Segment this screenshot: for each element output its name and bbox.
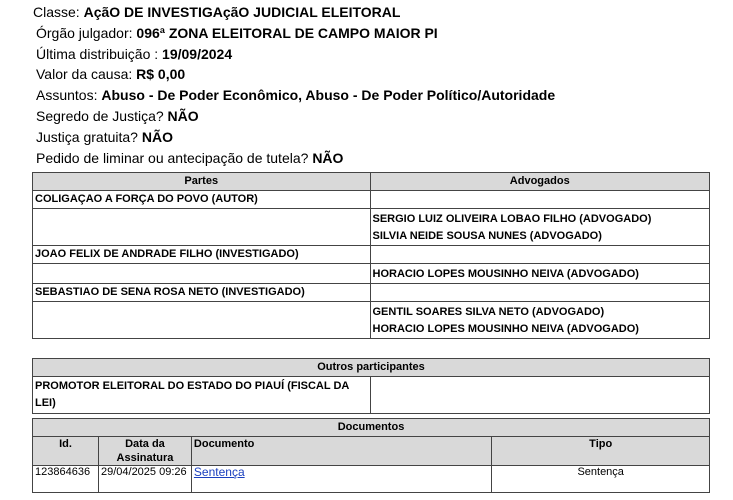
table-row xyxy=(33,466,710,493)
parte-cell: SEBASTIAO DE SENA ROSA NETO (INVESTIGADO) xyxy=(33,284,371,302)
documentos-table xyxy=(32,418,710,493)
table-row xyxy=(33,302,710,339)
doc-tipo: Sentença xyxy=(492,466,710,493)
segredo-line: Segredo de Justiça? NÃO xyxy=(36,107,199,124)
partes-header: Partes xyxy=(33,173,371,191)
table-row xyxy=(33,264,710,284)
col-documento-header: Documento xyxy=(191,437,491,466)
participante-cell: PROMOTOR ELEITORAL DO ESTADO DO PIAUÍ (FISCAL DA LEI) xyxy=(33,377,371,414)
valor-line: Valor da causa: R$ 0,00 xyxy=(36,66,186,83)
advogados-cell: GENTIL SOARES SILVA NETO (ADVOGADO) HORACIO LOPES MOUSINHO NEIVA (ADVOGADO) xyxy=(370,302,710,339)
liminar-value: NÃO xyxy=(312,149,344,166)
col-id-header: Id. xyxy=(33,437,99,466)
segredo-value: NÃO xyxy=(167,107,199,124)
orgao-line: Órgão julgador: 096ª ZONA ELEITORAL DE CAMPO MAIOR PI xyxy=(36,24,438,41)
outros-header: Outros participantes xyxy=(33,359,710,377)
table-row xyxy=(33,377,710,414)
classe-line: Classe: AçãO DE INVESTIGAçãO JUDICIAL ELEITORAL xyxy=(33,4,401,20)
advogados-header: Advogados xyxy=(370,173,710,191)
table-row xyxy=(33,209,710,246)
distribuicao-value: 19/09/2024 xyxy=(162,45,233,62)
advogados-cell: SERGIO LUIZ OLIVEIRA LOBAO FILHO (ADVOGADO) SILVIA NEIDE SOUSA NUNES (ADVOGADO) xyxy=(370,209,710,246)
assuntos-line: Assuntos: Abuso - De Poder Econômico, Abuso - De Poder Político/Autoridade xyxy=(36,87,556,104)
distribuicao-line: Última distribuição : 19/09/2024 xyxy=(36,45,233,62)
assuntos-value: Abuso - De Poder Econômico, Abuso - De Poder Político/Autoridade xyxy=(101,87,556,104)
table-row xyxy=(33,191,710,209)
classe-value: AçãO DE INVESTIGAçãO JUDICIAL ELEITORAL xyxy=(83,4,401,20)
process-metadata xyxy=(33,2,556,168)
doc-data: 29/04/2025 09:26 xyxy=(98,466,191,493)
doc-id: 123864636 xyxy=(33,466,99,493)
col-data-header: Data da Assinatura xyxy=(98,437,191,466)
outros-participantes-table xyxy=(32,358,710,414)
valor-value: R$ 0,00 xyxy=(136,66,186,83)
col-tipo-header: Tipo xyxy=(492,437,710,466)
documentos-title: Documentos xyxy=(33,419,710,437)
gratuita-value: NÃO xyxy=(141,128,173,145)
parte-cell: JOAO FELIX DE ANDRADE FILHO (INVESTIGADO) xyxy=(33,246,371,264)
parte-cell: COLIGAÇAO A FORÇA DO POVO (AUTOR) xyxy=(33,191,371,209)
partes-table xyxy=(32,172,710,339)
table-row xyxy=(33,284,710,302)
gratuita-line: Justiça gratuita? NÃO xyxy=(36,128,173,145)
documento-link[interactable]: Sentença xyxy=(193,465,245,479)
advogados-cell: HORACIO LOPES MOUSINHO NEIVA (ADVOGADO) xyxy=(370,264,710,284)
liminar-line: Pedido de liminar ou antecipação de tutela? NÃO xyxy=(36,149,344,166)
table-row xyxy=(33,246,710,264)
orgao-value: 096ª ZONA ELEITORAL DE CAMPO MAIOR PI xyxy=(136,24,438,41)
